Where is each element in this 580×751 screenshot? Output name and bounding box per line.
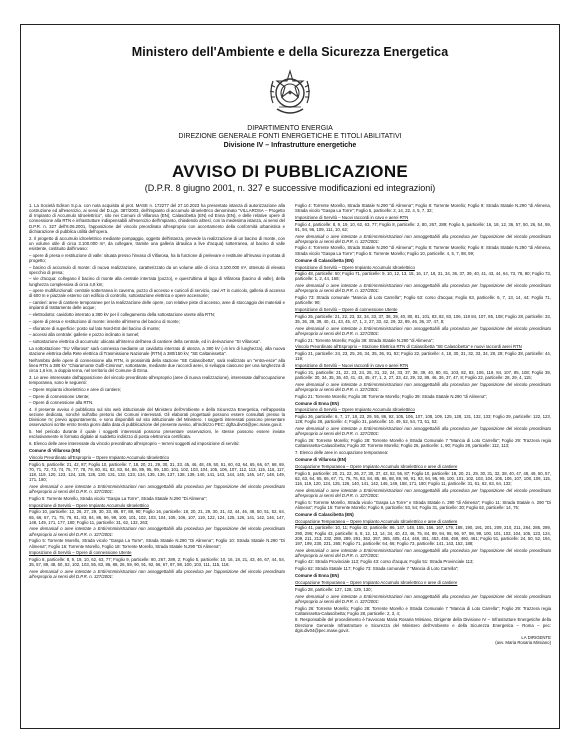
directorate-line: DIREZIONE GENERALE FONTI ENERGETICHE E TITOLI ABILITATIVI xyxy=(178,133,402,141)
paragraph: Foglio 62: Strada Statale 117; Foglio 73: Strada comunale 7 "Mancia di Loto Carrella"; xyxy=(295,566,459,572)
paragraph: Foglio 5: Torrente Morello, Strada vicolo "Gaspa La Torre", Strada Statale N.290 "Di Alimena"; xyxy=(29,495,207,501)
paragraph: 1. La Società Edison S.p.a. con nota acquisita al prot. MASE n. 172277 del 27.10.2023 ha presentato istanza di autorizzazione alla costruzione ed all'esercizio, ai sensi del D.Lgs. 387/2003, dell'impianto di accumulo idroelettrico denominato "VILLAROSA – Progetto di Impianto di Accumulo Idroelettrico", sito nei Comuni di Villarosa (EN), Calascibetta (EN) ed Enna (EN), e delle relative opere di connessione alla RTN e infrastrutture indispensabili all'esercizio dell'impianto, chiedendo altresì, con la medesima istanza, ai sensi del D.P.R. n. 327 dell'8.06.2001, l'apposizione del vincolo preordinato all'esproprio con accertamento della conformità urbanistica e dichiarazione di pubblica utilità dell'opera. xyxy=(29,203,285,234)
paragraph: – sfioratore di superficie: posto sul lato Nord-Est del bacino di monte; xyxy=(29,325,161,331)
paragraph: Aree demaniali o aree intestate a Enti/Amministrazioni non assoggettabili alla procedura per l'apposizione del vincolo preordinato all'esproprio ai sensi del D.P.R. n. 327/2001: xyxy=(295,487,551,498)
paragraph: Imposizione di Servitù – Opere Impianto Accumulo Idroelettrico xyxy=(29,502,149,508)
paragraph: Imposizione di Servitù – Opere di connessione Utente xyxy=(295,307,398,312)
paragraph: Foglio 5: Torrente Morello, Strada vicolo "Gaspa La Torre" e Strada Statale n. 290 "di Alimena"; Foglio 11: Strada Statale n. 290 "Di Alimena"; Foglio 16: Torrente Morello; Foglio 9, particelle: 53, 54; Foglio 31, particelle: 30; Foglio 62, particelle: 14, 75; xyxy=(295,499,551,510)
notice-frame xyxy=(20,24,560,729)
paragraph: Foglio 73: Strada comunale "Mancia di Loto Carrella"; Foglio 63: corso d'acqua; Foglio 63, particelle: 6, 7, 13, 14, 44; Foglio 71, particelle: 90; xyxy=(295,295,551,306)
paragraph: Foglio 10, particelle: 12, 26, 27, 29, 30, 33, 86, 87, 88, 90; Foglio 16, particelle: 18, 20, 21, 29, 30, 31, 42, 44, 46, 48, 50, 51, 52, 64, 65, 66, 67, 71, 75, 76, 81, 83, 84, 86, 96, 99, 100, 101, 102, 103, 104, 105, 106, 107, 119, 122, 124, 125, 126, 141, 142, 146, 147, 148, 149, 171, 177, 180; Foglio 11, particelle: 31, 62, 132, 263; xyxy=(29,509,285,525)
paragraph: Foglio 25, particelle: 21, 22, 23, 32, 34, 33, 37, 38, 39, 40, 80, 81, 101, 83, 82, 83, 106, 119 84, 107, 85, 108; Foglio 28, particelle: 33, 35, 36, 38, 39, 40, 41, 43, 45, 47, 1, 2, 27, 33, 42, 29, 32, 89, 46, 36, 37, 47, 8; xyxy=(295,313,551,324)
paragraph: Foglio 28, particelle: 127, 128, 129, 130; xyxy=(295,586,372,592)
paragraph: Aree demaniali o aree intestate a Enti/Amministrazioni non assoggettabili alla procedura per l'apposizione del vincolo preordinato all'esproprio ai sensi del D.P.R. n. 327/2001: xyxy=(29,568,285,580)
paragraph: 4. Il presente avviso è pubblicato sul sito web istituzionale del Ministero dell'Ambiente e della Sicurezza Energetica, nell'apposita sezione dedicata, nonché sull'albo pretorio dei Comuni interessati. Gli elaborati progettuali possono essere consultati presso la Divisione IV, previo appuntamento, e sono disponibili sul sito istituzionale del Ministero. I soggetti interessati possono presentare osservazioni scritte entro trenta giorni dalla data di pubblicazione del presente avviso, all'indirizzo PEC: dgfta.div04@pec.mase.gov.it. xyxy=(29,407,285,428)
paragraph: – bacino di accumulo di monte: di nuova realizzazione, caratterizzato da un volume utile di circa 3.100.000 m³, ottenuto di elevato specchio di presa; xyxy=(29,264,285,275)
paragraph: Imposizione di Servitù – Nuovi raccordi in cavo e aerei RTN xyxy=(295,214,409,220)
paragraph: Occupazione Temporanea – Opere Impianto Accumulo Idroelettrico e aree di cantiere xyxy=(295,518,458,524)
paragraph: Vincolo Preordinato all'Esproprio – Opere Impianto Accumulo Idroelettrico xyxy=(29,455,169,461)
division-line: Divisione IV – Infrastrutture energetiche xyxy=(223,141,357,149)
paragraph: – opere di presa e restituzione di monte: inserite all'interno del bacino di monte; xyxy=(29,318,180,324)
left-column xyxy=(29,203,285,722)
paragraph: Foglio 21, particelle: 24, 23, 25, 26, 34, 35, 36, 91, 92; Foglio 22, particelle: 4, 18, 30, 31, 32, 33, 34, 28, 29; Foglio 38, particelle: 44, 119; xyxy=(295,351,551,362)
paragraph: Foglio 48, particelle: 50; Foglio 71, particelle: 9, 10, 12, 13, 15, 16, 17, 18, 31, 34, 36, 37, 39, 40, 41, 43, 44, 64, 73, 78, 80; Foglio 73, particelle: 1, 2, 44, 168; xyxy=(295,271,551,282)
paragraph: – opere di presa e restituzione di valle: situata presso l'invaso di Villarosa, ha la funzione di prelevare e restituire all'invaso in portata di progetto; xyxy=(29,252,285,263)
paragraph: – accessi alla centrale: gallerie e pozzo inclinato in tunnel; xyxy=(29,332,140,338)
paragraph: Comune di Calascibetta (EN) xyxy=(295,511,354,517)
paragraph: Foglio 5: Torrente Morello, Strada vicolo "Gaspa La Torre", Strada Statale N.290 "Di Alimena"; Foglio 10: Strada Statale N.290 "Di Alimena"; Foglio 16: Torrente Morello, Foglio 18: Torrente Morello, Strada Statale N.290 "Di Alimena"; xyxy=(29,538,285,549)
notice-subtitle: (D.P.R. 8 giugno 2001, n. 327 e successive modificazioni ed integrazioni) xyxy=(144,183,436,194)
paragraph: Foglio 26, particelle: 6, 7, 17, 18, 23, 29, 55, 86, 92, 105, 106, 107, 108, 109, 125, 128, 131, 132, 133; Foglio 29, particelle: 122, 123, 128; Foglio 28, particelle: 4; Foglio 31, particelle: 10, 49, 52, 54, 73, 51, 53; xyxy=(295,414,551,425)
paragraph: Foglio 21: Torrente Morello; Foglio 38: Torrente Morello; Foglio 39: Strada Statale N.290 "di Alimena"; xyxy=(295,393,488,399)
paragraph: – cantieri: aree di cantiere temporanee per la realizzazione delle opere, con relative piste di accesso, aree di stoccaggio dei materiali e impianti di trattamento delle acque; xyxy=(29,300,285,311)
paragraph: – opere multifunzionali: centrale sotterranea in caverna, pozzo di accesso e cunicoli di servizio, cavi AT in cunicolo, galleria di accesso di 600 m e piazzale esterno con edificio di controllo, sottostazione elettrica e opere accessorie; xyxy=(29,288,285,299)
paragraph: Imposizione di Servitù – Nuovi raccordi in cavo e aerei RTN xyxy=(295,362,409,368)
paragraph: Aree demaniali o aree intestate a Enti/Amministrazioni non assoggettabili alla procedura per l'apposizione del vincolo preordinato all'esproprio ai sensi del D.P.R. n. 327/2001: xyxy=(295,426,551,437)
notice-body xyxy=(29,203,551,722)
paragraph: Foglio 41, particelle: 10, 11; Foglio 42, particelle: 86, 147, 148, 155, 156, 167, 179, 188, 190, 191, 201, 209, 210, 211, 284, 285, 289, 290, 296; Foglio 43, particelle: 6, 8, 12, 13, 14, 34, 40, 43, 46, 75, 84, 89, 94, 95, 96, 97, 98, 99, 100, 101, 103, 104, 105, 123, 124, 209, 211, 213, 232, 288, 289, 291, 352, 357, 365, 405, 414, 448, 451, 453, 458, 459, 460, 461; Foglio 51, particelle: 24, 50, 52, 194, 197, 199, 230, 231, 265; Foglio 71, particelle: 64, 66; Foglio 73, particelle: 141, 143, 152, 188; xyxy=(295,525,551,546)
notice-title: AVVISO DI PUBBLICAZIONE xyxy=(171,162,409,182)
paragraph: 3. Le aree interessate dall'apposizione del vincolo preordinato all'esproprio (aree di nuova realizzazione), interessate dall'occupazione temporanea, sono le seguenti: xyxy=(29,374,285,385)
paragraph: – Opere Impianto idroelettrico e aree di cantiere; xyxy=(29,386,122,392)
paragraph: Aree demaniali o aree intestate a Enti/Amministrazioni non assoggettabili alla procedura per l'apposizione del vincolo preordinato all'esproprio ai sensi del D.P.R. n. 327/2001: xyxy=(295,325,551,336)
department-line: DIPARTIMENTO ENERGIA xyxy=(247,125,333,132)
republic-emblem-icon xyxy=(265,67,315,119)
paragraph: Foglio 21: Torrente Morello; Foglio 39: Strada Statale N.290 "di Alimena"; xyxy=(295,337,434,343)
paragraph: Aree demaniali o aree intestate a Enti/Amministrazioni non assoggettabili alla procedura per l'apposizione del vincolo preordinato all'esproprio ai sensi del D.P.R. n. 327/2001: xyxy=(295,233,551,244)
paragraph: Vincolo Preordinato all'Esproprio – Stazione Elettrica RTN di Calascibetta "SE Calascibetta" e nuovi raccordi aerei RTN xyxy=(295,344,522,350)
paragraph: Aree demaniali o aree intestate a Enti/Amministrazioni non assoggettabili alla procedura per l'apposizione del vincolo preordinato all'esproprio ai sensi del D.P.R. n. 327/2001: xyxy=(295,593,551,604)
paragraph: Foglio 21, particelle: 21, 22, 23, 24, 25, 31, 32, 24, 33, 37, 38, 39, 40, 80, 81, 103, 82, 83, 106, 119, 84, 107, 85, 108; Foglio 39, particelle: 30, 34, 35, 36, 40, 41, 43, 45, 47, 1, 2, 27, 33, 42, 29, 32, 89, 46, 36, 37, 47, 8; Foglio 22, particelle: 28, 29, 4, 115; xyxy=(295,369,551,380)
department-block xyxy=(21,125,559,150)
paragraph: Comune di Enna (EN) xyxy=(295,400,339,406)
paragraph: Foglio 4: Torrente Morello, Strada Statale N.290 "di Alimena"; Foglio 8: Torrente Morello; Foglio 9: Strada Statale N.290 "di Alimena, Strada vicolo "Gaspa La Torre"; Foglio 5, particelle: 2, 14, 22, 4, 5, 7, 32; xyxy=(295,203,551,214)
paragraph: Comune di Calascibetta (EN) xyxy=(295,257,354,263)
paragraph: Imposizione di Servitù – Opere di connessione Utente xyxy=(29,550,132,556)
paragraph: Occupazione Temporanea – Opere Impianto Accumulo Idroelettrico e aree di cantiere xyxy=(295,463,458,469)
paragraph: 2. Il progetto di accumulo idroelettrico mediante pompaggio, oggetto dell'istanza, prevede la realizzazione di un bacino di monte, con un volume utile di circa 3.100.000 m³, da collegare, tramite una galleria idraulica a live d'acqua) sotterranea, al bacino di valle esistente, costituito dall'invaso: xyxy=(29,235,285,251)
paragraph: – Opere di connessione alla RTN. xyxy=(29,400,94,406)
paragraph: 7. Elenco delle aree in occupazione temporanea: xyxy=(295,449,389,455)
paragraph: Comune di Villarosa (EN) xyxy=(29,448,81,454)
paragraph: 6. Elenco delle aree interessate da vincolo preordinato all'esproprio – terreni soggetti ad imposizione di servitù: xyxy=(29,441,240,447)
paragraph: Foglio 42: Strada Provinciale 113; Foglio 43: corso d'acqua; Foglio 51: Strada Provinciale 113; xyxy=(295,559,474,565)
signature-name: (avv. Maria Rosaria Mirsiano) xyxy=(495,640,551,646)
paragraph: Aree demaniali o aree intestate a Enti/Amministrazioni non assoggettabili alla procedura per l'apposizione del vincolo preordinato all'esproprio ai sensi del D.P.R. n. 327/2001: xyxy=(295,381,551,392)
paragraph: Foglio 5, particelle: 20, 21, 22, 26, 27, 30, 37, 43, 52, 56, 87; Foglio 10, particelle: 18, 20, 21, 29, 30, 31, 32, 38, 40, 47, 48, 49, 50, 57, 62, 63, 64, 65, 66, 67, 71, 75, 76, 83, 84, 85, 86, 88, 89, 90, 91, 93, 94, 95, 99, 100, 101, 102, 103, 104, 105, 106, 107, 108, 109, 115, 116, 119, 120, 124, 125, 126, 140, 141, 142, 146, 149, 158, 171, 180; Foglio 11, particelle: 31, 61, 62, 63, 64, 132; xyxy=(295,470,551,486)
paragraph: 8. Responsabile del procedimento è l'avvocato Maria Rosaria Mirsiano, Dirigente della Divisione IV – Infrastrutture Energetiche della Direzione Generale Infrastrutture e Sicurezza del Ministero dell'Ambiente e della Sicurezza Energetica – Roma – pec: dgis.div04@pec.mase.gov.it. xyxy=(295,617,551,633)
paragraph: Nell'ambito delle opere di connessione alla RTN, in prossimità della stazione "SE Calascibetta", sarà realizzato un "entra-esce" alla linea RTN a 380 kV "Chiaramonte Gulfi-Ciminna", sottostante, mediante due raccordi aerei, si sviluppa ciascuno per una lunghezza di circa 1,6 km, a doppia terna, nel territorio del Comune di Enna. xyxy=(29,357,285,374)
paragraph: Foglio 4: Torrente Morello, Strada Statale N.290 "di Alimena"; Foglio 8: Torrente Morello; Foglio 9: Strada Statale N.290 "di Alimena, Strada vicolo "Gaspa La Torre"; Foglio 5: Torrente Morello; Foglio 10, particelle: 4, 5, 7, 98, 99; xyxy=(295,245,551,256)
paragraph: – vie d'acqua: collegano il bacino di monte alla centrale interrata (pozzo), e quest'ultima al lago di Villarosa (bacino di valle), della lunghezza complessiva di circa 4,8 km; xyxy=(29,276,285,287)
paragraph: Foglio 26: Torrente Morello; Foglio 28: Torrente Morello e Strada Comunale 7 "Mancia di Loto Carrella"; Foglio 29: Trazzera regia Caltanissetta-Calascibetta; Foglio 28, particelle: 2, 3, 4; xyxy=(295,605,551,616)
paragraph: – sottostazione elettrica di accumulo: ubicata all'interno dell'area di cantiere della centrale, ed in derivazione "SI Villarosa". xyxy=(29,339,262,345)
right-column-paragraphs xyxy=(295,203,551,633)
paragraph: Foglio 5, particelle: 21, 42, 87; Foglio 10, particelle: 7, 18, 20, 21, 29, 30, 31, 33, 45, 46, 48, 49, 50, 51, 60, 63, 64, 65, 66, 67, 68, 69, 70, 71, 72, 73, 74, 75, 77, 78, 79, 80, 81, 82, 83, 84, 86, 89, 95, 99, 100, 101, 102, 103, 104, 105, 106, 107, 112, 113, 115, 116, 117, 118, 119, 120, 123, 124, 125, 126, 130, 131, 132, 133, 134, 135, 136, 137, 138, 139, 140, 141, 143, 144, 145, 146, 147, 148, 149, 171, 180; xyxy=(29,461,285,483)
paragraph: Aree demaniali o aree intestate a Enti/Amministrazioni non assoggettabili alla procedura per l'apposizione del vincolo preordinato all'esproprio ai sensi del D.P.R. n. 327/2001: xyxy=(295,283,551,294)
ministry-name: Ministero dell'Ambiente e della Sicurezza Energetica xyxy=(131,45,449,59)
paragraph: Foglio 8, particelle: 8, 9, 19, 10, 62, 63, 77; Foglio 9, particelle: 80, 267, 289, 2; Foglio 5, particelle: 10, 16, 18, 21, 43, 46, 67, 44, 54, 35, 57, 89, 48, 50, 52, 102, 103, 55, 83, 86, 88, 26, 59, 90, 91, 92, 66, 67, 97, 98, 100, 103, 111, 115, 116; xyxy=(29,557,285,568)
paragraph: Aree demaniali o aree intestate a Enti/Amministrazioni non assoggettabili alla procedura per l'apposizione del vincolo preordinato all'esproprio ai sensi del D.P.R. n. 327/2001: xyxy=(29,484,285,495)
right-column xyxy=(295,203,551,722)
paragraph: Foglio 26: Torrente Morello; Foglio 28: Torrente Morello e Strada Comunale 7 "Mancia di Loto Carrella"; Foglio 29: Trazzera regia Caltanissetta-Calascibetta; Foglio 30: Torrente Morello; Foglio 26, particelle: 1, 90; Foglio 28, particelle: 112, 113; xyxy=(295,438,551,449)
signature-block xyxy=(295,635,551,645)
paragraph: Aree demaniali o aree intestate a Enti/Amministrazioni non assoggettabili alla procedura per l'apposizione del vincolo preordinato all'esproprio ai sensi del D.P.R. n. 327/2001: xyxy=(295,547,551,558)
paragraph: Imposizione di Servitù – Opere Impianto Accumulo Idroelettrico xyxy=(295,264,415,270)
paragraph: Comune di Enna (EN) xyxy=(295,573,339,579)
signature-role: LA DIRIGENTE xyxy=(521,634,551,640)
paragraph: 5. Nel periodo durante il quale i soggetti interessati possono presentare osservazioni, le stesse possono essere inviate esclusivamente in formato digitale al suddetto indirizzo di posta elettronica certificata. xyxy=(29,429,285,440)
paragraph: Foglio 4, particelle: 8, 9, 19, 10, 62, 63, 77; Foglio 8, particelle: 2, 80, 267, 289; Foglio 5, particelle: 16, 18, 12, 36, 57, 50, 26, 54, 59, 91, 94, 96, 109, 111, 10, 62; xyxy=(295,221,551,232)
paragraph: La sottostazione "SU Villarosa" sarà connessa mediante un cavidotto interrato di utenza, a 380 kV (=5 km di lunghezza), alla nuova stazione elettrica della Rete elettrica di Trasmissione Nazionale (RTN) a 380/150 kV, "SE Caltanissetta". xyxy=(29,345,285,357)
paragraph: Occupazione Temporanea – Opere Impianto Accumulo Idroelettrico e aree di cantiere xyxy=(295,580,458,586)
paragraph: Aree demaniali o aree intestate a Enti/Amministrazioni non assoggettabili alla procedura per l'apposizione del vincolo preordinato all'esproprio ai sensi del D.P.R. n. 327/2001: xyxy=(29,526,285,537)
paragraph: Comune di Villarosa (EN) xyxy=(295,457,347,463)
paragraph: Imposizione di Servitù – Opere Impianto Accumulo Idroelettrico xyxy=(295,407,415,413)
paragraph: – elettrodotto: cavidotto interrato a 380 kV per il collegamento della sottostazione utente alla RTN; xyxy=(29,312,215,318)
paragraph: – Opere di connessione Utente; xyxy=(29,393,90,399)
